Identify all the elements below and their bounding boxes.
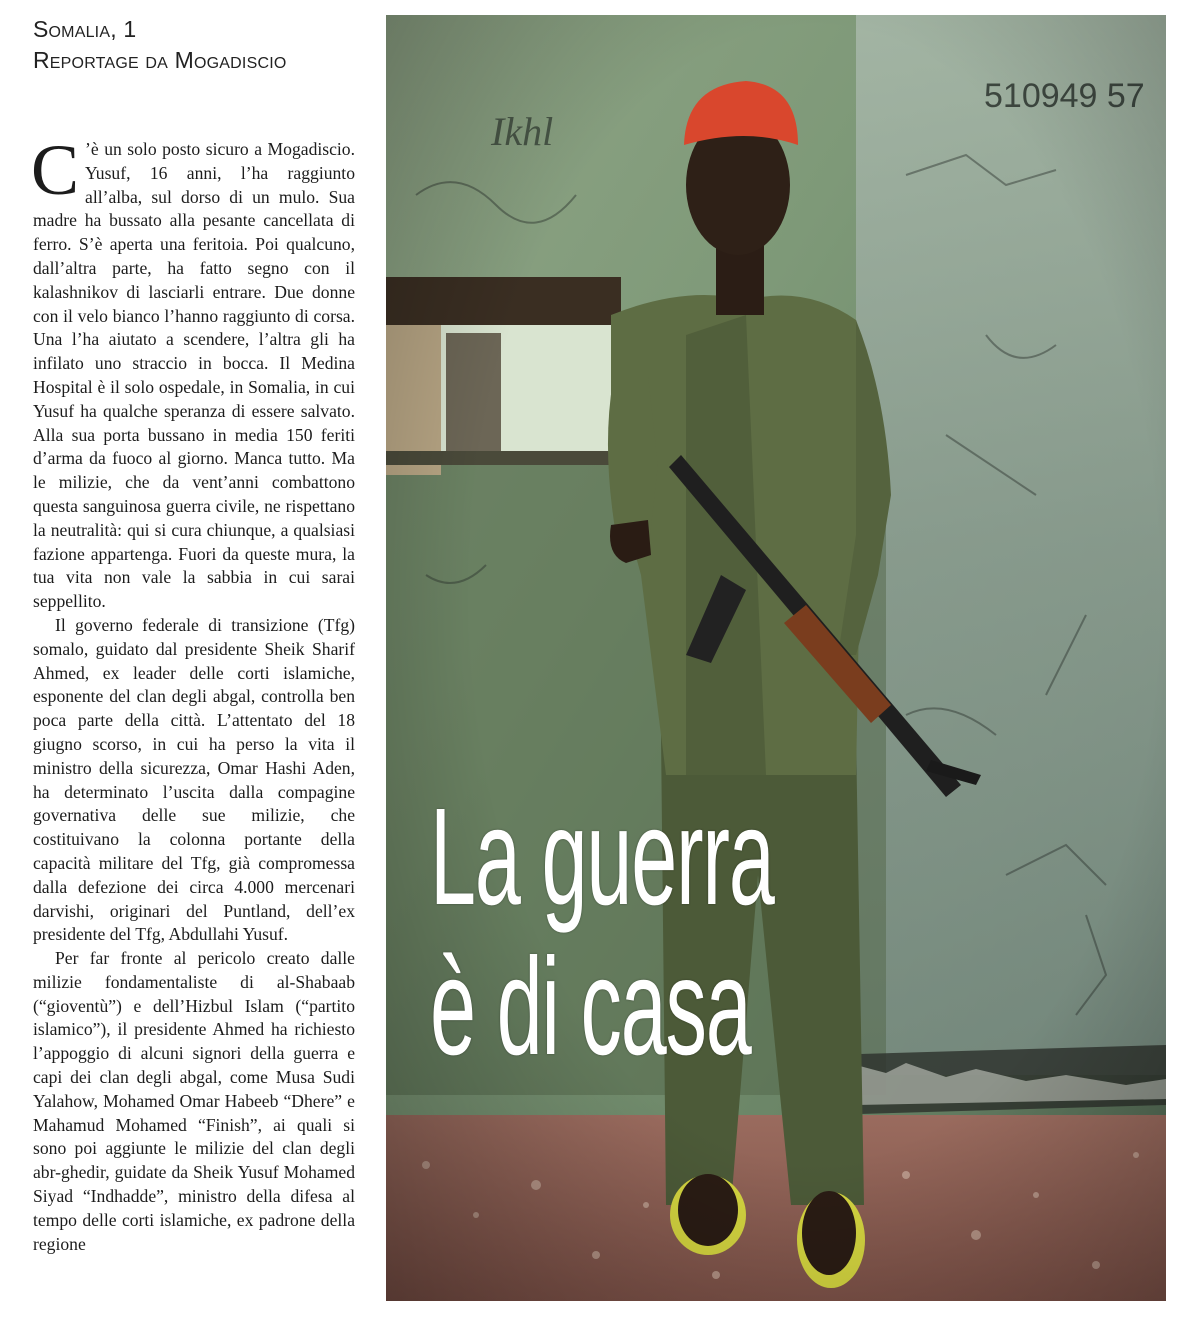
headline-line-2: è di casa — [430, 930, 751, 1084]
article-paragraph-1 — [31, 130, 355, 614]
drop-cap: C — [31, 130, 80, 210]
photo-illustration — [386, 15, 1166, 1301]
paragraph-1-text: ’è un solo posto sicuro a Mogadiscio. Yusuf, 16 anni, l’ha raggiunto all’alba, sul dorso di un mulo. Sua madre ha bussato alla pesante cancellata di ferro. S’è aperta una feritoia. Poi qualcuno, dall’altra parte, ha fatto segno con il kalashnikov di lasciarli entrare. Due donne con il velo bianco l’hanno raggiunto di corsa. Una l’ha aiutato a scendere, l’altra gli ha infilato uno straccio in bocca. Il Medina Hospital è il solo ospedale, in Somalia, in cui Yusuf ha qualche speranza di essere salvato. Alla sua porta bussano in media 150 feriti d’arma da fuoco al giorno. Manca tutto. Ma le milizie, che da vent’anni combattono questa sanguinosa guerra civile, ne rispettano la neutralità: qui si cura chiunque, a qualsiasi fazione appartenga. Fuori da queste mura, la tua vita non vale la sabbia in cui sarai seppellito. — [33, 139, 355, 612]
kicker-line-1: Somalia, 1 — [33, 16, 137, 42]
photo-vignette — [386, 15, 1166, 1301]
headline-line-1: La guerra — [430, 780, 774, 934]
article-paragraph-3: Per far fronte al pericolo creato dalle milizie fondamentaliste di al-Shabaab (“gioventù”) e dell’Hizbul Islam (“partito islamico”), il presidente Ahmed ha richiesto l’appoggio di alcuni signori della guerra e capi dei clan degli abgal, come Musa Sudi Yalahow, Mohamed Omar Habeeb “Dhere” e Mahamud Mohamed “Finish”, ai quali si sono poi aggiunte le milizie del clan degli abr-ghedir, guidate da Sheik Yusuf Mohamed Siyad “Indhadde”, ministro della difesa al tempo delle corti islamiche, ex padrone della regione — [33, 948, 355, 1254]
article-paragraph-2: Il governo federale di transizione (Tfg) somalo, guidato dal presidente Sheik Sharif Ahmed, ex leader delle corti islamiche, esponente del clan degli abgal, controlla ben poca parte della città. L’attentato del 18 giugno scorso, in cui ha perso la vita il ministro della sicurezza, Omar Hashi Aden, ha determinato l’uscita dalla compagine governativa delle sue milizie, che costituivano la colonna portante della capacità militare del Tfg, già compromessa dalla defezione dei circa 4.000 mercenari darvishi, originari del Puntland, dell’ex presidente del Tfg, Abdullahi Yusuf. — [33, 614, 355, 945]
article-body — [31, 130, 355, 1256]
headline — [430, 780, 774, 1084]
feature-photo — [386, 15, 1166, 1301]
kicker-line-2: Reportage da Mogadiscio — [33, 47, 287, 73]
section-kicker — [33, 14, 363, 76]
